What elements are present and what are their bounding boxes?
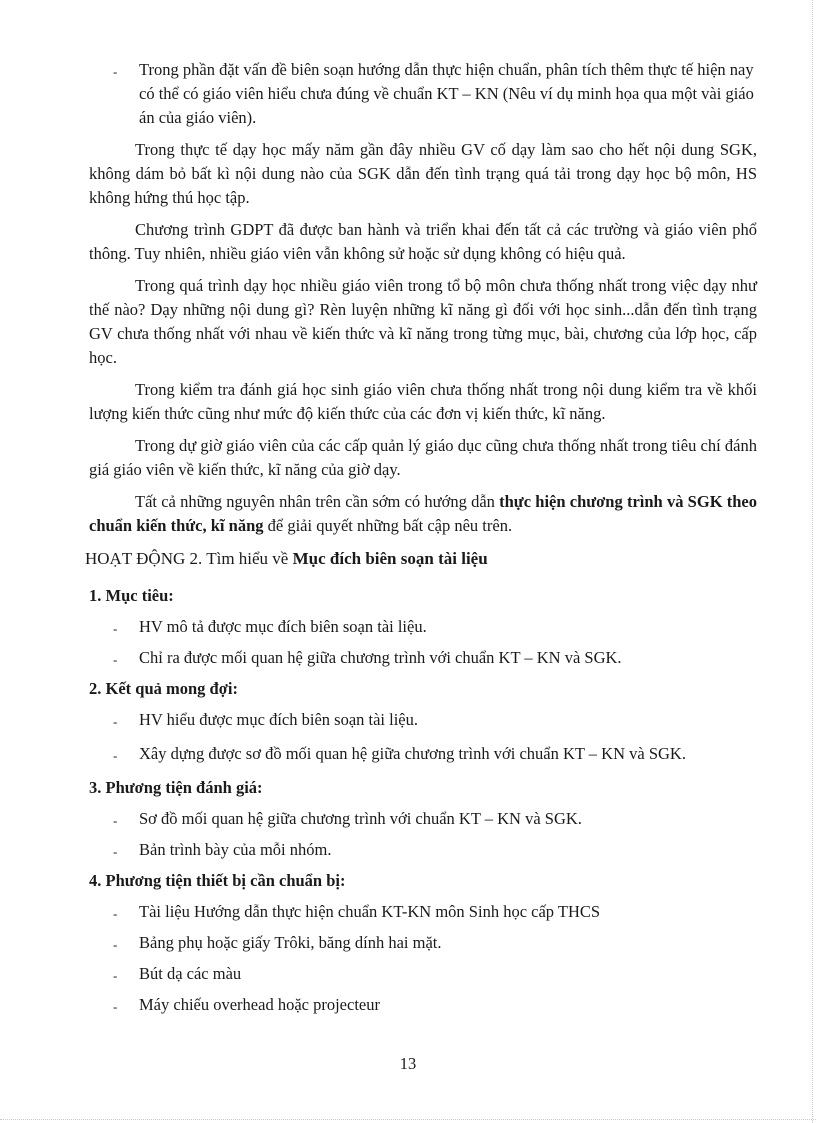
bullet-dash-icon: -: [113, 844, 118, 859]
page-bottom-divider: [0, 1119, 816, 1121]
paragraph: Trong thực tế dạy học mấy năm gần đây nhiều GV cố dạy làm sao cho hết nội dung SGK, không dám bỏ bất kì nội dung nào của SGK dẫn đến tình trạng quá tải trong dạy học bộ môn, HS không hứng thú học tập.: [89, 140, 757, 207]
list-item: [89, 807, 757, 831]
list-item-text: Bản trình bày của mỗi nhóm.: [139, 840, 332, 859]
paragraph: Trong kiểm tra đánh giá học sinh giáo viên chưa thống nhất trong nội dung kiểm tra về khối lượng kiến thức cũng như mức độ kiến thức của các đơn vị kiến thức, kĩ năng.: [89, 380, 757, 423]
activity-prefix: HOẠT ĐỘNG 2. Tìm hiểu về: [85, 549, 293, 568]
list-item-text: Chỉ ra được mối quan hệ giữa chương trình với chuẩn KT – KN và SGK.: [139, 648, 622, 667]
bullet-dash-icon: -: [113, 906, 118, 921]
bullet-dash-icon: -: [113, 813, 118, 828]
conclusion-bold-text: thực hiện chương trình và SGK theo chuẩn kiến thức, kĩ năng: [89, 492, 758, 535]
section-title: 1. Mục tiêu:: [89, 586, 174, 605]
list-item-text: Bảng phụ hoặc giấy Trôki, băng dính hai mặt.: [139, 933, 442, 952]
page-content: [85, 58, 758, 1024]
conclusion-tail-text: để giải quyết những bất cập nêu trên.: [263, 516, 513, 535]
list-item-text: HV hiểu được mục đích biên soạn tài liệu.: [139, 710, 419, 729]
bullet-dash-icon: -: [113, 999, 118, 1014]
bullet-dash-icon: -: [113, 64, 118, 79]
list-item: [89, 708, 757, 732]
list-item-text: Bút dạ các màu: [139, 964, 242, 983]
list-item: [89, 993, 757, 1017]
paragraph: Trong dự giờ giáo viên của các cấp quản lý giáo dục cũng chưa thống nhất trong tiêu chí đánh giá giáo viên về kiến thức, kĩ năng của giờ dạy.: [89, 436, 757, 479]
list-item-text: Tài liệu Hướng dẫn thực hiện chuẩn KT-KN môn Sinh học cấp THCS: [139, 902, 601, 921]
conclusion-text: Tất cả những nguyên nhân trên cần sớm có hướng dẫn: [135, 492, 500, 511]
conclusion-paragraph: [89, 490, 757, 538]
list-item: [89, 739, 757, 769]
paragraph: Chương trình GDPT đã được ban hành và triển khai đến tất cả các trường và giáo viên phổ thông. Tuy nhiên, nhiều giáo viên vẫn không sử hoặc sử dụng không có hiệu quả.: [89, 220, 757, 263]
bullet-dash-icon: -: [113, 968, 118, 983]
bullet-dash-icon: -: [113, 621, 118, 636]
list-item: [89, 646, 757, 670]
intro-bullet: [89, 58, 757, 130]
list-item: [89, 900, 757, 924]
list-item: [89, 931, 757, 955]
bullet-dash-icon: -: [113, 652, 118, 667]
list-item: [89, 838, 757, 862]
list-item-text: Máy chiếu overhead hoặc projecteur: [139, 995, 380, 1014]
activity-title: Mục đích biên soạn tài liệu: [292, 549, 488, 568]
bullet-dash-icon: -: [113, 748, 118, 763]
list-item: [89, 962, 757, 986]
page-edge-divider: [812, 0, 814, 1123]
section-title: 2. Kết quả mong đợi:: [89, 679, 238, 698]
page-number: 13: [399, 1054, 417, 1073]
list-item-text: Sơ đồ mối quan hệ giữa chương trình với chuẩn KT – KN và SGK.: [139, 809, 582, 828]
bullet-dash-icon: -: [113, 714, 118, 729]
activity-heading: [85, 546, 757, 572]
bullet-dash-icon: -: [113, 937, 118, 952]
paragraph: Trong quá trình dạy học nhiều giáo viên trong tổ bộ môn chưa thống nhất trong việc dạy như thế nào? Dạy những nội dung gì? Rèn luyện những kĩ năng gì đối với học sinh...dẫn đến tình trạng GV chưa thống nhất với nhau về kiến thức và kĩ năng trong từng mục, bài, chương của lớp học, cấp học.: [89, 276, 757, 367]
list-item-text: Xây dựng được sơ đồ mối quan hệ giữa chương trình với chuẩn KT – KN và SGK.: [139, 744, 686, 763]
list-item-text: HV mô tả được mục đích biên soạn tài liệu.: [139, 617, 427, 636]
list-item: [89, 615, 757, 639]
intro-bullet-text: Trong phần đặt vấn đề biên soạn hướng dẫn thực hiện chuẩn, phân tích thêm thực tế hiện nay có thể có giáo viên hiểu chưa đúng về chuẩn KT – KN (Nêu ví dụ minh họa qua một vài giáo án của giáo viên).: [139, 60, 754, 127]
section-title: 3. Phương tiện đánh giá:: [89, 778, 263, 797]
section-title: 4. Phương tiện thiết bị cần chuẩn bị:: [89, 871, 346, 890]
